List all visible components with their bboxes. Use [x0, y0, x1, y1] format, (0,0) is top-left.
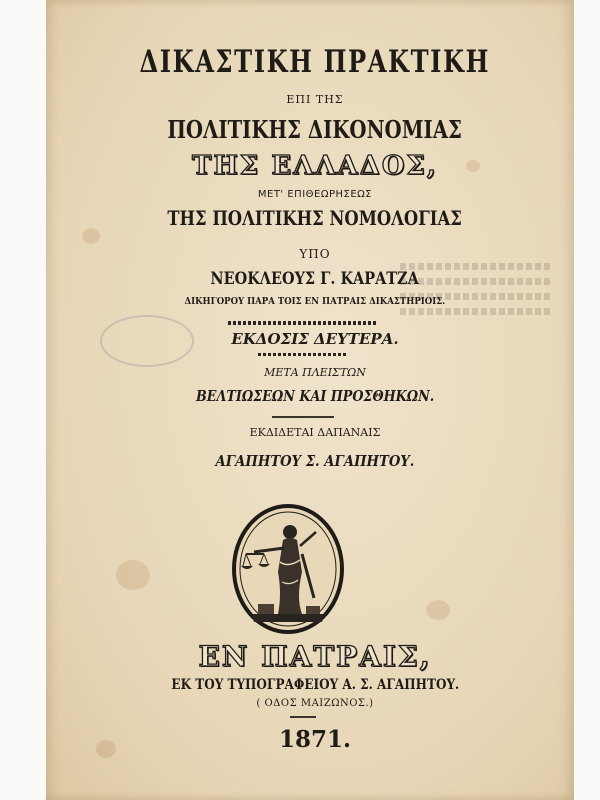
jurisprudence-text: ΤΗΣ ΠΟΛΙΤΙΚΗΣ ΝΟΜΟΛΟΓΙΑΣ — [167, 206, 463, 230]
author-role-text: ΔΙΚΗΓΟΡΟΥ ΠΑΡΑ ΤΟΙΣ ΕΝ ΠΑΤΡΑΙΣ ΔΙΚΑΣΤΗΡΙΟΙΣ. — [184, 296, 446, 307]
street-text: ( ΟΔΟΣ ΜΑΙΖΩΝΟΣ.) — [256, 698, 374, 709]
improvements-line — [80, 387, 550, 405]
main-title — [80, 44, 550, 80]
ornamental-divider — [258, 353, 348, 356]
met-epitheorisis-text: ΜΕΤ' ΕΠΙΘΕΩΡΗΣΕΩΣ — [257, 189, 373, 200]
publisher-name: ΑΓΑΠΗΤΟΥ Σ. ΑΓΑΠΗΤΟΥ. — [215, 452, 415, 470]
ornamental-divider — [228, 321, 378, 325]
epi-tis-text: ΕΠΙ ΤΗΣ — [286, 93, 344, 106]
year-line — [80, 726, 550, 753]
short-rule — [272, 416, 334, 418]
publisher-note-text: ΕΚΔΙΔΕΤΑΙ ΔΑΠΑΝΑΙΣ — [249, 426, 381, 439]
subject-text: ΠΟΛΙΤΙΚΗΣ ΔΙΚΟΝΟΜΙΑΣ — [167, 115, 463, 144]
publisher-line — [80, 452, 550, 470]
subject-line — [80, 115, 550, 144]
ypo-text: ΥΠΟ — [299, 247, 331, 261]
author-role-line — [80, 296, 550, 307]
epi-tis-line — [80, 93, 550, 106]
met-epitheorisis-line — [80, 189, 550, 200]
jurisprudence-line — [80, 206, 550, 230]
short-rule — [290, 716, 316, 718]
edition-line — [80, 330, 550, 348]
printer-line — [80, 677, 550, 693]
author-name: ΝΕΟΚΛΕΟΥΣ Γ. ΚΑΡΑΤΖΑ — [210, 269, 420, 289]
foxing-spot — [426, 600, 450, 620]
foxing-spot — [82, 228, 100, 244]
author-line — [80, 269, 550, 289]
country-line — [80, 151, 550, 181]
ypo-line — [80, 247, 550, 261]
justice-with-scales-emblem-icon — [230, 502, 346, 636]
publication-year: 1871. — [278, 726, 352, 753]
improvements-text: ΒΕΛΤΙΩΣΕΩΝ ΚΑΙ ΠΡΟΣΘΗΚΩΝ. — [195, 387, 435, 405]
foxing-spot — [116, 560, 150, 590]
publisher-note-line — [80, 426, 550, 439]
printer-text: ΕΚ ΤΟΥ ΤΥΠΟΓΡΑΦΕΙΟΥ Α. Σ. ΑΓΑΠΗΤΟΥ. — [171, 677, 459, 693]
meta-pleiston-text: ΜΕΤΑ ΠΛΕΙΣΤΩΝ — [264, 366, 366, 379]
street-line — [80, 698, 550, 709]
meta-pleiston-line — [80, 366, 550, 379]
place-line — [80, 640, 550, 673]
place-text: ΕΝ ΠΑΤΡΑΙΣ, — [198, 640, 432, 673]
main-title-text: ΔΙΚΑΣΤΙΚΗ ΠΡΑΚΤΙΚΗ — [139, 44, 491, 80]
country-text: ΤΗΣ ΕΛΛΑΔΟΣ, — [192, 151, 438, 181]
edition-text: ΕΚΔΟΣΙΣ ΔΕΥΤΕΡΑ. — [231, 330, 399, 348]
